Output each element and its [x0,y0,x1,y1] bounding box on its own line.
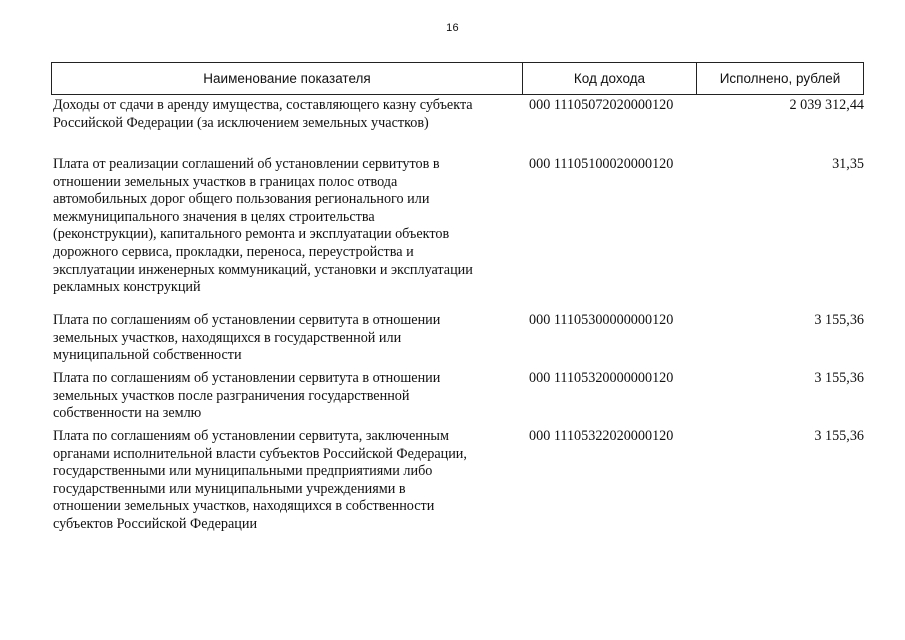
header-executed: Исполнено, рублей [719,71,841,86]
row-name: Плата по соглашениям об установлении сервитута в отношении земельных участков, находящихся в государственной или муниципальной собственности [53,312,441,364]
row-code: 000 11105072020000120 [529,97,674,113]
row-amount: 31,35 [832,156,864,172]
row-amount: 3 155,36 [814,370,864,386]
row-name: Плата по соглашениям об установлении сервитута в отношении земельных участков после разграничения государственной собственности на землю [53,370,441,422]
row-code: 000 11105100020000120 [529,156,674,172]
header-name: Наименование показателя [52,63,523,94]
row-amount: 3 155,36 [814,428,864,444]
row-amount: 2 039 312,44 [789,97,864,113]
row-amount: 3 155,36 [814,312,864,328]
row-code: 000 11105322020000120 [529,428,674,444]
row-name: Плата от реализации соглашений об установлении сервитутов в отношении земельных участков в границах полос отвода автомобильных дорог общего пользования регионального или межмуниципального значения в целях строительства (реконструкции), капитального ремонта и эксплуатации объектов дорожного сервиса, прокладки, переноса, переустройства и эксплуатации инженерных коммуникаций, установки и эксплуатации рекламных конструкций [53,156,473,296]
row-name: Плата по соглашениям об установлении сервитута, заключенным органами исполнительной власти субъектов Российской Федерации, государственными или муниципальными предприятиями либо государственными или муниципальными учреждениями в отношении земельных участков, находящихся в собственности субъектов Российской Федерации [53,428,467,532]
row-code: 000 11105320000000120 [529,370,674,386]
table-header [51,62,864,95]
row-code: 000 11105300000000120 [529,312,674,328]
row-name: Доходы от сдачи в аренду имущества, составляющего казну субъекта Российской Федерации (за исключением земельных участков) [53,97,473,131]
page-number: 16 [446,22,459,34]
header-code: Код дохода [523,63,697,94]
